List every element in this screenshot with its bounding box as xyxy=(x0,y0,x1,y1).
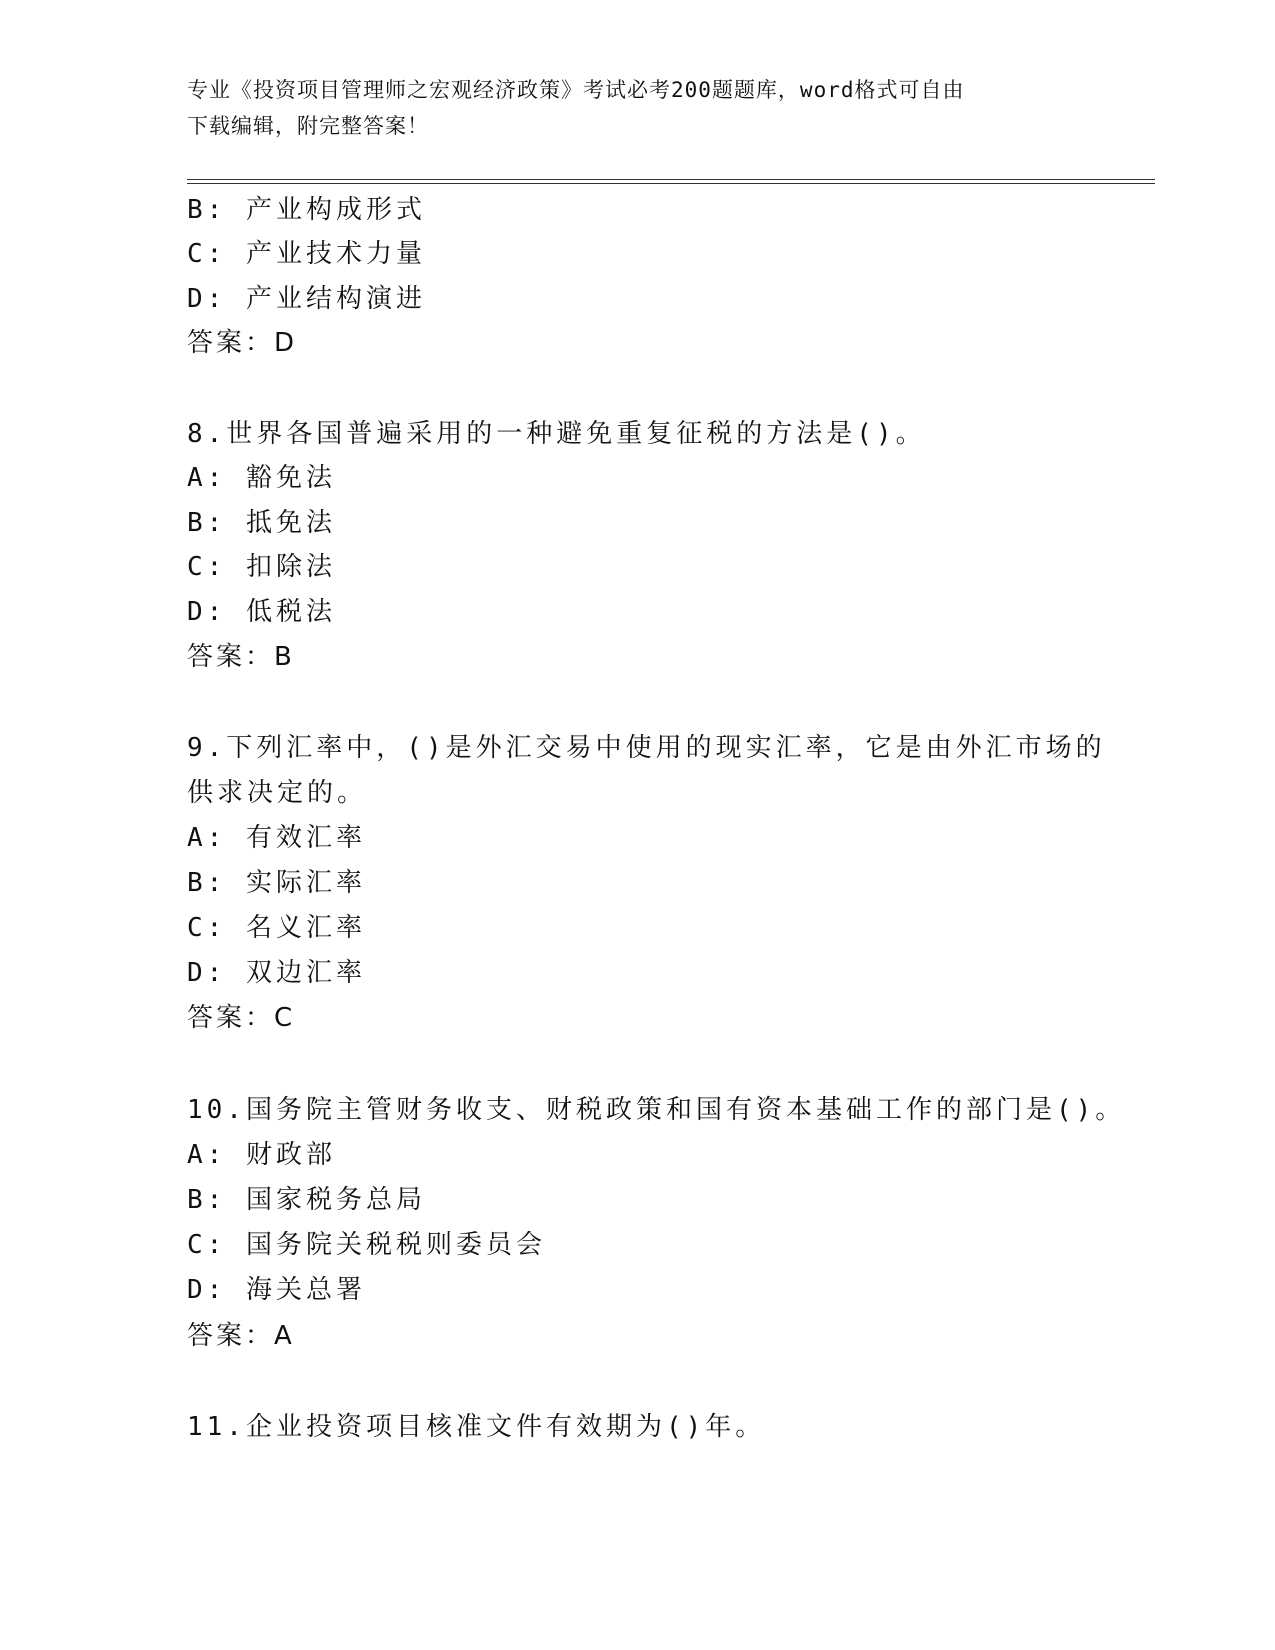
q9-answer: 答案：C xyxy=(187,1003,296,1033)
q8-answer: 答案：B xyxy=(187,642,295,672)
header-divider-top xyxy=(187,179,1155,180)
q10-option-a: A: 财政部 xyxy=(187,1140,336,1170)
q7-option-b: B: 产业构成形式 xyxy=(187,195,426,225)
q9-stem-line-2: 供求决定的。 xyxy=(187,778,368,808)
q8-option-b: B: 抵免法 xyxy=(187,508,336,538)
q8-option-a: A: 豁免法 xyxy=(187,463,336,493)
q10-option-b: B: 国家税务总局 xyxy=(187,1185,426,1215)
q10-option-c: C: 国务院关税税则委员会 xyxy=(187,1230,546,1260)
header-line-1: 专业《投资项目管理师之宏观经济政策》考试必考200题题库，word格式可自由 xyxy=(187,78,965,102)
q8-stem: 8.世界各国普遍采用的一种避免重复征税的方法是()。 xyxy=(187,419,926,449)
q7-option-d: D: 产业结构演进 xyxy=(187,284,426,314)
header-line-2: 下载编辑，附完整答案！ xyxy=(187,114,429,138)
q7-answer: 答案：D xyxy=(187,328,298,358)
q9-option-b: B: 实际汇率 xyxy=(187,868,366,898)
q9-option-d: D: 双边汇率 xyxy=(187,958,366,988)
q8-option-c: C: 扣除法 xyxy=(187,552,336,582)
q7-option-c: C: 产业技术力量 xyxy=(187,239,426,269)
q9-option-c: C: 名义汇率 xyxy=(187,913,366,943)
q8-option-d: D: 低税法 xyxy=(187,597,336,627)
q9-option-a: A: 有效汇率 xyxy=(187,823,366,853)
document-header xyxy=(187,72,1067,144)
q10-option-d: D: 海关总署 xyxy=(187,1275,366,1305)
q10-answer: 答案：A xyxy=(187,1321,295,1351)
q10-stem: 10.国务院主管财务收支、财税政策和国有资本基础工作的部门是()。 xyxy=(187,1095,1126,1125)
header-divider-bottom xyxy=(187,183,1155,184)
q11-stem: 11.企业投资项目核准文件有效期为()年。 xyxy=(187,1412,766,1442)
q9-stem-line-1: 9.下列汇率中，()是外汇交易中使用的现实汇率，它是由外汇市场的 xyxy=(187,733,1106,763)
